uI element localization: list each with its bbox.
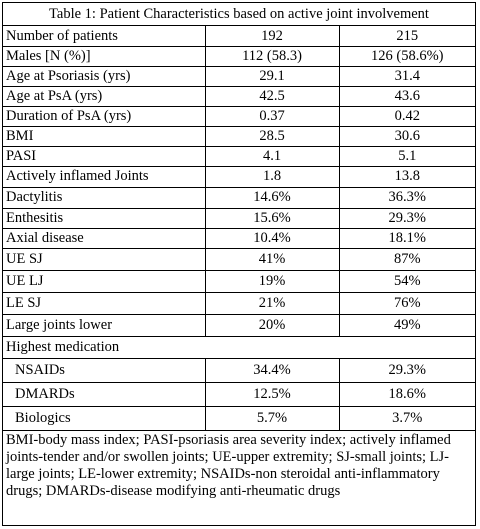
row-label: NSAIDs	[3, 358, 205, 382]
section-label: Highest medication	[3, 336, 475, 358]
value-group-1: 5.7%	[205, 406, 339, 430]
value-group-2: 215	[339, 26, 475, 46]
patient-characteristics-table	[3, 26, 475, 431]
value-group-1: 112 (58.3)	[205, 46, 339, 66]
table-row	[3, 406, 475, 430]
row-label: Axial disease	[3, 228, 205, 248]
value-group-2: 54%	[339, 270, 475, 292]
row-label: UE SJ	[3, 248, 205, 270]
table-row	[3, 106, 475, 126]
table-row	[3, 248, 475, 270]
row-label: Large joints lower	[3, 314, 205, 336]
value-group-2: 36.3%	[339, 187, 475, 208]
value-group-2: 13.8	[339, 166, 475, 187]
value-group-1: 19%	[205, 270, 339, 292]
value-group-2: 49%	[339, 314, 475, 336]
table-row	[3, 26, 475, 46]
table-row	[3, 126, 475, 146]
value-group-1: 20%	[205, 314, 339, 336]
value-group-1: 10.4%	[205, 228, 339, 248]
value-group-1: 192	[205, 26, 339, 46]
value-group-1: 4.1	[205, 146, 339, 166]
row-label: PASI	[3, 146, 205, 166]
value-group-1: 15.6%	[205, 208, 339, 228]
table-row	[3, 146, 475, 166]
value-group-1: 14.6%	[205, 187, 339, 208]
value-group-2: 18.1%	[339, 228, 475, 248]
row-label: DMARDs	[3, 382, 205, 406]
value-group-1: 0.37	[205, 106, 339, 126]
value-group-2: 3.7%	[339, 406, 475, 430]
value-group-1: 1.8	[205, 166, 339, 187]
value-group-2: 29.3%	[339, 358, 475, 382]
table-row	[3, 292, 475, 314]
row-label: UE LJ	[3, 270, 205, 292]
row-label: Duration of PsA (yrs)	[3, 106, 205, 126]
value-group-2: 0.42	[339, 106, 475, 126]
table-row	[3, 66, 475, 86]
table-row	[3, 382, 475, 406]
row-label: Biologics	[3, 406, 205, 430]
value-group-2: 29.3%	[339, 208, 475, 228]
value-group-2: 76%	[339, 292, 475, 314]
row-label: LE SJ	[3, 292, 205, 314]
value-group-2: 31.4	[339, 66, 475, 86]
row-label: Age at PsA (yrs)	[3, 86, 205, 106]
section-row	[3, 336, 475, 358]
value-group-1: 12.5%	[205, 382, 339, 406]
row-label: Age at Psoriasis (yrs)	[3, 66, 205, 86]
value-group-1: 41%	[205, 248, 339, 270]
value-group-1: 42.5	[205, 86, 339, 106]
row-label: Actively inflamed Joints	[3, 166, 205, 187]
row-label: Number of patients	[3, 26, 205, 46]
value-group-1: 21%	[205, 292, 339, 314]
value-group-1: 28.5	[205, 126, 339, 146]
table-row	[3, 86, 475, 106]
row-label: BMI	[3, 126, 205, 146]
row-label: Males [N (%)]	[3, 46, 205, 66]
table-row	[3, 228, 475, 248]
table-row	[3, 208, 475, 228]
table-row	[3, 187, 475, 208]
table-row	[3, 270, 475, 292]
value-group-2: 5.1	[339, 146, 475, 166]
table-row	[3, 358, 475, 382]
table-row	[3, 46, 475, 66]
value-group-1: 34.4%	[205, 358, 339, 382]
table-row	[3, 166, 475, 187]
value-group-2: 43.6	[339, 86, 475, 106]
row-label: Dactylitis	[3, 187, 205, 208]
table-row	[3, 314, 475, 336]
table-title: Table 1: Patient Characteristics based on active joint involvement	[3, 3, 475, 26]
table-footnote: BMI-body mass index; PASI-psoriasis area severity index; actively inflamed joints-tender and/or swollen joints; UE-upper extremity; SJ-small joints; LJ- large joints; LE-lower extremity; NSAIDs-non steroidal anti-inflammatory drugs; DMARDs-disease modifying anti-rheumatic drugs	[6, 431, 451, 499]
value-group-2: 126 (58.6%)	[339, 46, 475, 66]
value-group-2: 30.6	[339, 126, 475, 146]
value-group-2: 87%	[339, 248, 475, 270]
value-group-1: 29.1	[205, 66, 339, 86]
value-group-2: 18.6%	[339, 382, 475, 406]
table-frame	[2, 2, 476, 526]
row-label: Enthesitis	[3, 208, 205, 228]
